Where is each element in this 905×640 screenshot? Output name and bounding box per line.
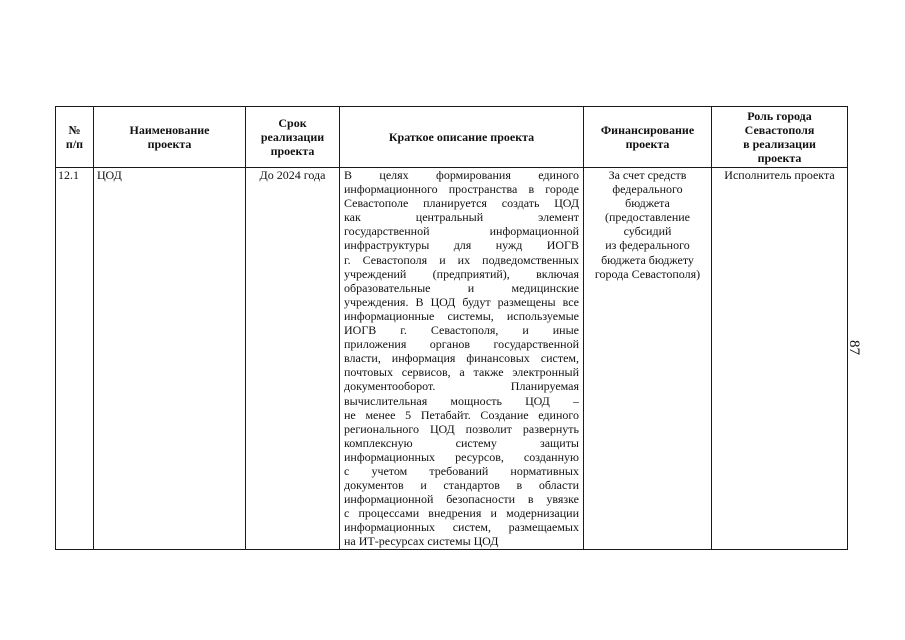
row-financing-cell (584, 168, 712, 550)
header-role-line: Севастополя (744, 122, 815, 137)
description-line: учреждений (предприятий), включая (344, 266, 579, 281)
header-financing (584, 107, 712, 168)
header-term (246, 107, 340, 168)
description-line: регионального ЦОД позволит развернуть (344, 421, 579, 436)
row-name-cell: ЦОД (94, 168, 246, 550)
header-num-line: № (68, 122, 81, 137)
description-line: почтовых сервисов, а также электронный (344, 365, 579, 380)
header-description (340, 107, 584, 168)
financing-line: субсидий (623, 224, 672, 239)
header-num-line: п/п (65, 137, 84, 151)
financing-line: города Севастополя) (594, 266, 701, 281)
description-line: с процессами внедрения и модернизации (344, 506, 579, 521)
description-line: инфраструктуры для нужд ИОГВ (344, 238, 579, 253)
description-line: учреждения. В ЦОД будут размещены все (344, 294, 579, 309)
description-line: не менее 5 Петабайт. Создание единого (344, 407, 579, 422)
description-line: информационных систем, размещаемых (344, 520, 579, 535)
description-line: образовательные и медицинские (344, 280, 579, 295)
description-line: информационной безопасности в увязке (344, 492, 579, 507)
header-role-line: Роль города (747, 108, 812, 123)
description-line: документов и стандартов в области (344, 478, 579, 493)
description-line: с учетом требований нормативных (344, 463, 579, 478)
description-line: приложения органов государственной (344, 337, 579, 352)
header-role-line: в реализации (743, 137, 816, 151)
description-line: вычислительная мощность ЦОД – (344, 393, 579, 408)
table-header-row (56, 107, 848, 168)
description-line: г. Севастополя и их подведомственных (344, 252, 579, 267)
description-line: Севастополе планируется создать ЦОД (344, 196, 579, 211)
financing-line: За счет средств (608, 168, 687, 182)
table-row (56, 168, 848, 550)
financing-line: из федерального (605, 238, 690, 253)
description-line: информационные системы, используемые (344, 308, 579, 323)
header-term-line: проекта (270, 144, 315, 159)
header-name (94, 107, 246, 168)
header-num (56, 107, 94, 168)
header-financing-line: Финансирование (600, 122, 695, 137)
description-line: информационных ресурсов, созданную (344, 449, 579, 464)
description-line: власти, информация финансовых систем, (344, 351, 579, 366)
header-term-line: Срок (278, 115, 307, 130)
header-name-line: проекта (147, 137, 192, 151)
financing-line: бюджета бюджету (601, 252, 694, 267)
header-description-line: Краткое описание проекта (388, 129, 535, 144)
header-term-line: реализации (260, 129, 325, 144)
description-line: информационного пространства в городе (344, 182, 579, 197)
description-line: документооборот. Планируемая (344, 379, 579, 394)
header-role (712, 107, 848, 168)
header-financing-line: проекта (625, 137, 670, 151)
row-description-cell (340, 168, 584, 550)
header-role-line: проекта (757, 151, 802, 166)
description-line: ИОГВ г. Севастополя, и иные (344, 323, 579, 338)
project-table (55, 106, 848, 550)
row-term-cell: До 2024 года (246, 168, 340, 550)
row-role-cell: Исполнитель проекта (712, 168, 848, 550)
financing-line: бюджета (625, 196, 670, 211)
page-number: 87 (846, 340, 862, 355)
financing-line: федерального (612, 182, 683, 197)
description-line: комплексную систему защиты (344, 435, 579, 450)
description-line: В целях формирования единого (344, 168, 579, 182)
financing-line: (предоставление (604, 210, 691, 225)
description-line: как центральный элемент (344, 210, 579, 225)
description-line: на ИТ-ресурсах системы ЦОД (344, 534, 499, 549)
description-line: государственной информационной (344, 224, 579, 239)
header-name-line: Наименование (129, 122, 210, 137)
row-num-cell: 12.1 (56, 168, 94, 550)
